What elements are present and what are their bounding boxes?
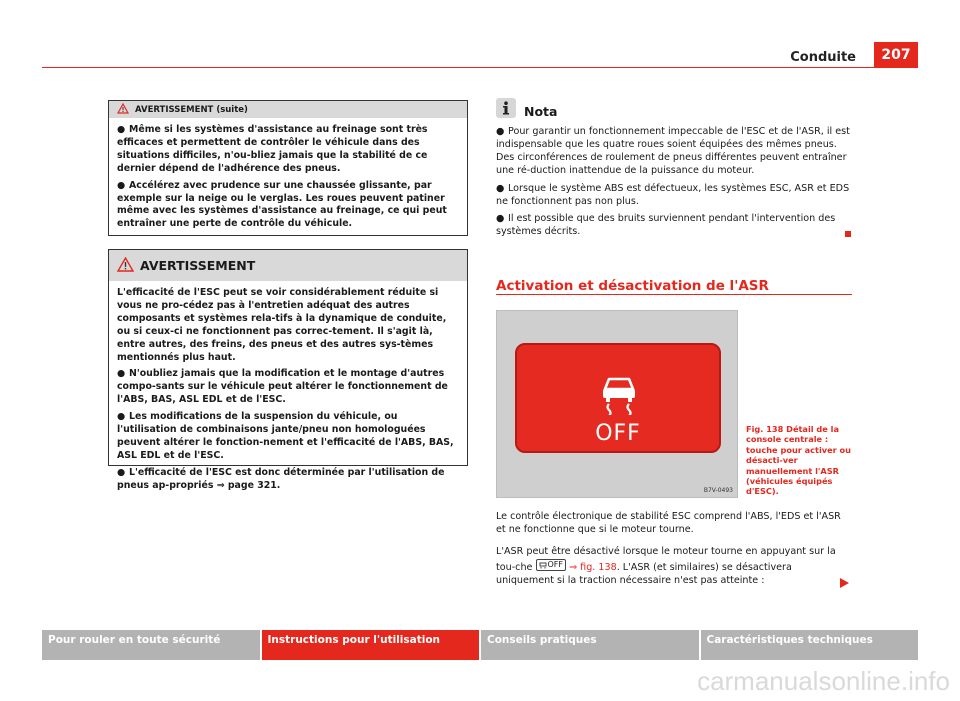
warning-box-continued [108, 100, 468, 236]
asr-off-button [515, 343, 721, 453]
warning-bullet: ● Même si les systèmes d'assistance au freinage sont très efficaces et permettent de contrôler le véhicule dans des situations difficiles, n'ou-bliez jamais que la stabilité de ce dernier dépend de l'adhérence des pneus. [117, 124, 428, 174]
figure-link[interactable]: ⇒ fig. 138 [569, 561, 617, 573]
header-divider [42, 67, 918, 68]
paragraph: Le contrôle électronique de stabilité ESC comprend l'ABS, l'EDS et l'ASR et ne fonctionne que si le moteur tourne. [496, 511, 841, 535]
footer-tabs [42, 630, 918, 660]
nota-bullet: ● Il est possible que des bruits surviennent pendant l'intervention des systèmes décrits. [496, 213, 836, 238]
warning-triangle-icon [117, 257, 134, 275]
watermark: carmanualsonline.info [697, 666, 950, 696]
info-icon [496, 98, 516, 118]
warning-bullet: ● Les modifications de la suspension du véhicule, ou l'utilisation de combinaisons jante/pneu non homologuées peuvent altérer le fonction-nement et l'efficacité de l'ABS, BAS, ASL EDL et de l'ESC. [117, 411, 454, 461]
nota-body [496, 126, 852, 244]
warning-bullet: ● N'oubliez jamais que la modification et le montage d'autres compo-sants sur le véhicule peut altérer le fonctionnement de l'ABS, BAS, ASL EDL et de l'ESC. [117, 368, 448, 406]
traction-control-icon [595, 369, 643, 419]
warning-title: AVERTISSEMENT (suite) [135, 104, 248, 115]
footer-tab-tips[interactable]: Conseils pratiques [481, 630, 699, 660]
warning-triangle-icon [117, 103, 129, 117]
figure-caption-text: Détail de la console centrale : touche pour activer ou désacti-ver manuellement l'ASR (véhicules équipés d'ESC). [746, 424, 851, 497]
off-label: OFF [595, 421, 641, 446]
figure-code: B7V-0493 [703, 487, 733, 494]
section-title: Activation et désactivation de l'ASR [496, 278, 769, 294]
page-number: 207 [874, 42, 918, 68]
warning-header [109, 250, 467, 281]
page-header-title: Conduite [790, 50, 856, 65]
asr-off-key-symbol: OFF [536, 559, 567, 571]
warning-bullet: ● Accélérez avec prudence sur une chaussée glissante, par exemple sur la neige ou le verglas. Les roues peuvent patiner même avec les systèmes d'assistance au freinage, ce qui peut entraîner une perte de contrôle du véhicule. [117, 179, 447, 230]
figure-label: Fig. 138 [746, 424, 784, 434]
footer-tab-specs[interactable]: Caractéristiques techniques [701, 630, 919, 660]
footer-tab-instructions[interactable]: Instructions pour l'utilisation [262, 630, 480, 660]
warning-title: AVERTISSEMENT [140, 258, 256, 273]
nota-title: Nota [524, 104, 558, 119]
page-link[interactable]: ⇒ page 321. [216, 479, 281, 491]
figure-caption [746, 424, 856, 497]
traction-control-icon [539, 561, 547, 569]
section-divider [496, 294, 852, 295]
nota-header [496, 96, 557, 119]
footer-tab-safety[interactable]: Pour rouler en toute sécurité [42, 630, 260, 660]
warning-intro: L'efficacité de l'ESC peut se voir considérablement réduite si vous ne pro-cédez pas à l'entretien adéquat des autres composants et systèmes rela-tifs à la dynamique de conduite, ou si ceux-ci ne fonctionnent pas correc-tement. Il s'agit là, entre autres, des freins, des pneus et des autres sys-tèmes mentionnés plus haut. [117, 287, 447, 363]
nota-bullet: ● Lorsque le système ABS est défectueux, les systèmes ESC, ASR et EDS ne fonctionnent pas non plus. [496, 182, 850, 207]
warning-bullet: ● L'efficacité de l'ESC est donc déterminée par l'utilisation de pneus ap-propriés ⇒ page 321. [117, 466, 445, 491]
nota-bullet: ● Pour garantir un fonctionnement impeccable de l'ESC et de l'ASR, il est indispensable que les quatre roues soient équipées des mêmes pneus. Des circonférences de roulement de pneus différentes peuvent entraîner une ré-duction inattendue de la puissance du moteur. [496, 126, 850, 176]
warning-box [108, 249, 468, 491]
figure-asr-button [496, 310, 738, 498]
continue-arrow-icon [840, 578, 849, 588]
end-of-section-marker [845, 231, 851, 237]
warning-header [109, 101, 467, 118]
paragraph: L'ASR peut être désactivé lorsque le moteur tourne en appuyant sur la tou-che OFF ⇒ fig. 138. L'ASR (et similaires) se désactivera uniquement si la traction nécessaire n'est pas atteinte : [496, 546, 836, 586]
